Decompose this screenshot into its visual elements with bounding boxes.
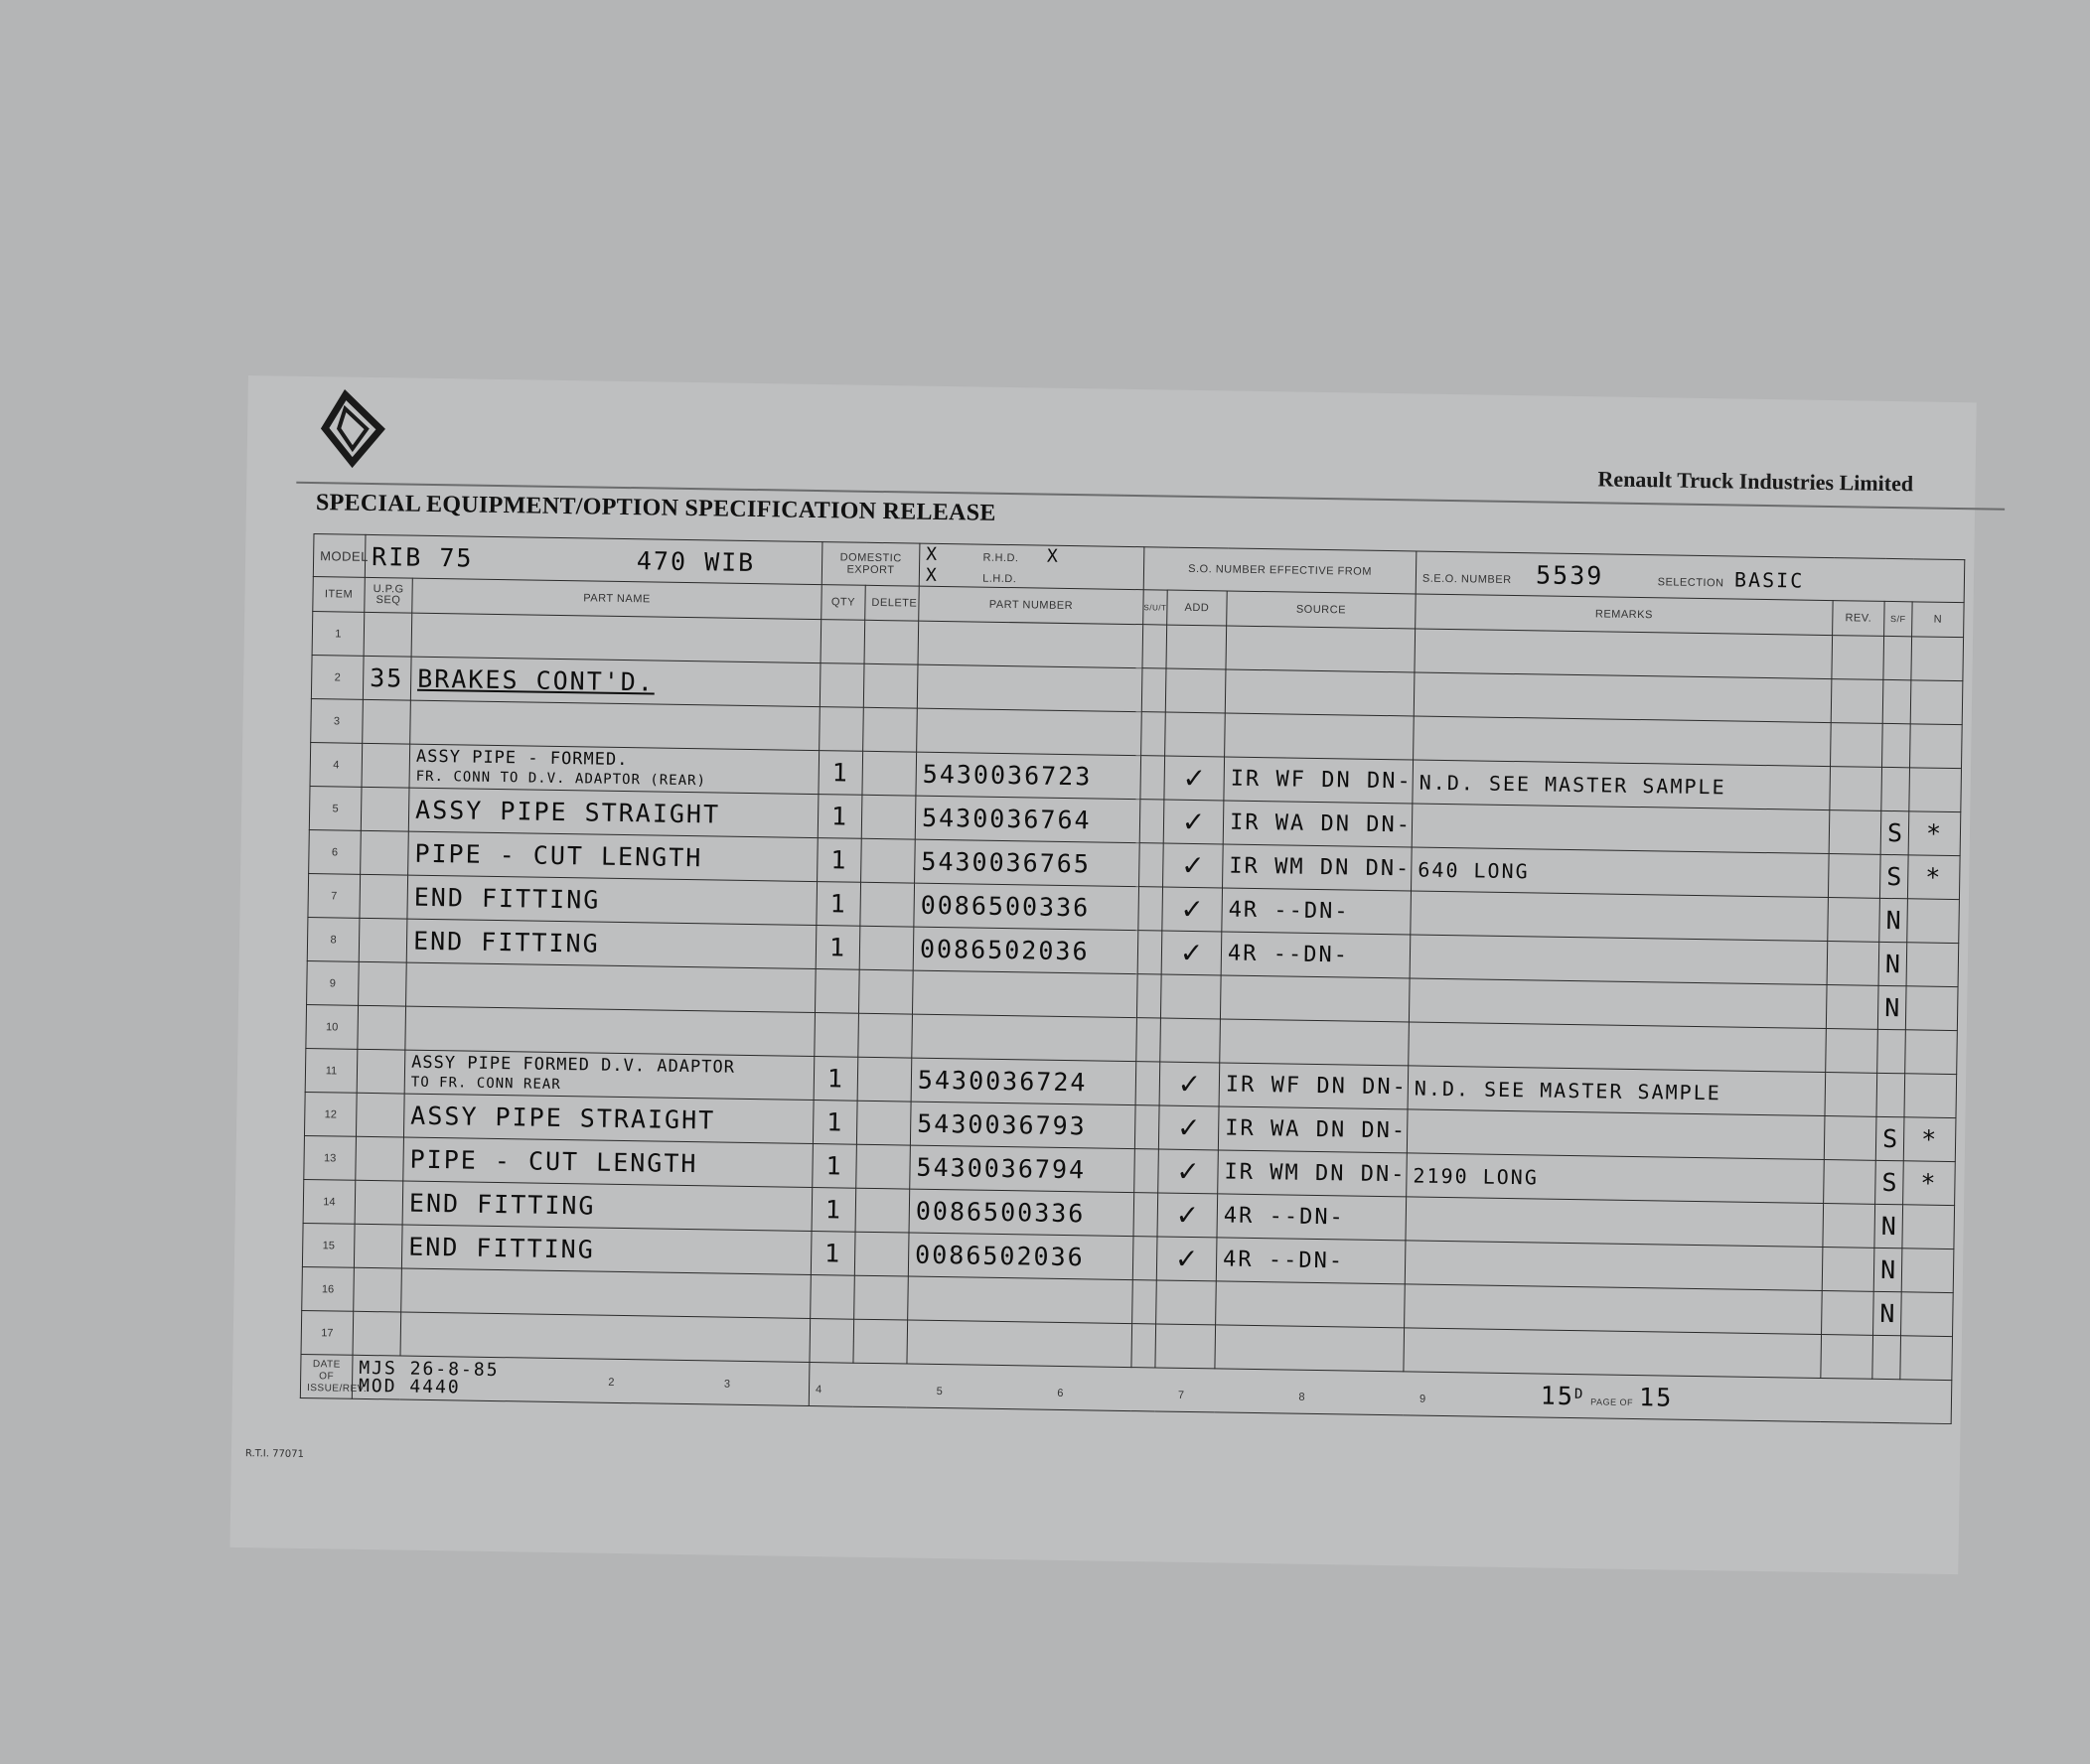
- sut-cell: [1137, 931, 1162, 974]
- part-number-cell: [907, 1320, 1132, 1368]
- sf-code-cell: S: [1880, 810, 1909, 854]
- part-name-cell: [406, 962, 817, 1012]
- item-number-cell: 6: [309, 830, 362, 875]
- delete-cell: [857, 1057, 912, 1102]
- item-number-cell: 10: [306, 1004, 359, 1049]
- qty-cell: [821, 620, 865, 664]
- so-number-label: S.O. NUMBER EFFECTIVE FROM: [1143, 547, 1417, 594]
- qty-cell: [820, 707, 864, 752]
- rev-cell: [1829, 810, 1881, 855]
- seo-label: S.E.O. NUMBER: [1421, 572, 1512, 586]
- item-number-cell: 9: [307, 961, 360, 1006]
- part-name-cell: [403, 1094, 814, 1143]
- sut-cell: [1132, 1237, 1157, 1280]
- sf-code-cell: [1877, 1029, 1906, 1073]
- upg-seq-cell: [364, 612, 412, 657]
- rev-cell: [1827, 942, 1879, 986]
- item-number-cell: 14: [303, 1179, 356, 1224]
- qty-cell: 1: [814, 1057, 858, 1102]
- source-cell: [1225, 669, 1415, 716]
- star-cell: [1904, 1074, 1957, 1118]
- sut-cell: [1139, 843, 1164, 887]
- source-cell: [1225, 713, 1415, 760]
- part-name-cell: [409, 744, 820, 794]
- part-name-cell: [410, 657, 821, 706]
- item-number-cell: 16: [302, 1266, 355, 1311]
- part-number-cell: 5430036724: [911, 1058, 1136, 1105]
- issue-1-date: MJS 26-8-85: [359, 1357, 500, 1381]
- add-check-cell: ✓: [1157, 1193, 1218, 1238]
- part-number-cell: 5430036793: [910, 1102, 1135, 1149]
- sf-code-cell: N: [1874, 1204, 1903, 1248]
- qty-cell: 1: [819, 751, 863, 796]
- source-cell: IR WF DN DN-: [1219, 1063, 1409, 1109]
- part-name-cell: [400, 1312, 811, 1362]
- delete-cell: [861, 838, 916, 883]
- upg-seq-cell: [356, 1136, 404, 1181]
- item-number-cell: 7: [308, 874, 361, 919]
- sut-cell: [1138, 887, 1163, 931]
- source-cell: IR WF DN DN-: [1224, 757, 1414, 804]
- selection-label: SELECTION: [1657, 575, 1724, 589]
- remarks-cell: [1414, 672, 1832, 723]
- rev-cell: [1825, 1073, 1877, 1117]
- issue-slot-number: 8: [1298, 1391, 1306, 1403]
- add-check-cell: ✓: [1163, 843, 1224, 888]
- source-cell: [1220, 1019, 1410, 1066]
- qty-cell: 1: [818, 795, 862, 839]
- item-number-cell: 11: [305, 1048, 358, 1093]
- part-name-text: ASSY PIPE STRAIGHT: [414, 795, 721, 829]
- delete-cell: [855, 1188, 910, 1233]
- star-cell: *: [1907, 855, 1960, 900]
- source-cell: IR WA DN DN-: [1223, 801, 1413, 847]
- item-number-cell: 1: [312, 612, 365, 657]
- form-reference: R.T.I. 77071: [244, 1448, 305, 1461]
- upg-seq-cell: [356, 1093, 404, 1137]
- part-name-cell: [407, 875, 818, 925]
- part-name-line: ASSY PIPE FORMED D.V. ADAPTOR: [411, 1052, 736, 1078]
- star-cell: [1902, 1205, 1955, 1250]
- col-qty: QTY: [821, 585, 866, 621]
- col-add: ADD: [1167, 590, 1228, 626]
- page-of-label: PAGE OF: [1590, 1396, 1634, 1408]
- rev-cell: [1821, 1334, 1873, 1379]
- item-number-cell: 3: [311, 699, 364, 744]
- add-check-cell: ✓: [1161, 931, 1222, 975]
- qty-cell: 1: [817, 882, 861, 927]
- star-cell: [1907, 899, 1960, 944]
- rev-cell: [1831, 723, 1883, 768]
- sf-code-cell: S: [1875, 1160, 1904, 1204]
- star-cell: *: [1903, 1161, 1956, 1206]
- rhd-mark: X: [1046, 545, 1060, 567]
- issue-slot-number: 4: [815, 1384, 822, 1396]
- part-name-text: END FITTING: [408, 1188, 596, 1221]
- sf-code-cell: [1881, 767, 1910, 810]
- lhd-label: L.H.D.: [982, 572, 1017, 586]
- sf-code-cell: N: [1873, 1291, 1902, 1335]
- document-sheet: [229, 375, 1976, 1574]
- source-cell: [1216, 1281, 1406, 1328]
- part-number-cell: [912, 970, 1137, 1018]
- delete-cell: [853, 1319, 908, 1364]
- sf-code-cell: N: [1879, 898, 1908, 942]
- add-check-cell: [1156, 1280, 1217, 1325]
- spec-table: [300, 533, 1966, 1424]
- seo-number: 5539: [1535, 559, 1604, 590]
- issue-slot-number: 2: [608, 1377, 616, 1390]
- star-cell: [1906, 943, 1959, 987]
- qty-cell: 1: [816, 926, 860, 970]
- upg-seq-cell: 35: [363, 656, 411, 700]
- upg-seq-cell: [353, 1311, 401, 1356]
- delete-cell: [860, 882, 915, 927]
- delete-cell: [863, 707, 918, 752]
- part-name-cell: [401, 1268, 812, 1318]
- part-name-cell: [402, 1181, 813, 1231]
- part-number-cell: 0086502036: [908, 1233, 1133, 1280]
- delete-cell: [856, 1144, 911, 1189]
- part-name-cell: [410, 700, 821, 750]
- delete-cell: [859, 926, 914, 970]
- vehicle-option-cell: [919, 543, 1144, 590]
- part-name-cell: [411, 613, 821, 662]
- col-delete: DELETE: [865, 585, 920, 621]
- export-label: EXPORT: [846, 563, 895, 577]
- sf-code-cell: [1872, 1335, 1901, 1379]
- add-check-cell: ✓: [1158, 1105, 1219, 1150]
- part-name-line-2: FR. CONN TO D.V. ADAPTOR (REAR): [415, 768, 707, 789]
- sut-cell: [1136, 974, 1161, 1018]
- part-name-line-2: TO FR. CONN REAR: [410, 1074, 561, 1093]
- upg-seq-cell: [357, 1049, 405, 1094]
- page-total: 15: [1638, 1383, 1674, 1412]
- issue-slot-number: 3: [723, 1378, 731, 1392]
- remarks-cell: 2190 LONG: [1407, 1153, 1825, 1204]
- remarks-cell: [1414, 716, 1832, 767]
- rev-cell: [1826, 985, 1878, 1030]
- part-name-text: BRAKES CONT'D.: [416, 663, 656, 697]
- delete-cell: [854, 1232, 909, 1276]
- part-number-cell: [912, 1014, 1137, 1062]
- part-number-cell: [918, 621, 1143, 668]
- col-part-name: PART NAME: [412, 578, 821, 619]
- sut-cell: [1135, 1062, 1160, 1105]
- upg-seq-cell: [355, 1180, 403, 1225]
- page-number: 15: [1540, 1381, 1575, 1411]
- remarks-cell: [1409, 1022, 1827, 1073]
- part-number-cell: 5430036764: [915, 796, 1140, 843]
- upg-seq-cell: [361, 830, 409, 875]
- item-number-cell: 2: [311, 656, 364, 700]
- part-name-cell: [405, 1006, 816, 1056]
- source-cell: [1220, 975, 1410, 1022]
- part-name-text: ASSY PIPE STRAIGHT: [410, 1101, 716, 1135]
- star-cell: [1905, 1030, 1958, 1075]
- rhd-label: R.H.D.: [982, 551, 1019, 565]
- upg-seq-cell: [358, 1005, 406, 1050]
- upg-seq-cell: [363, 699, 411, 744]
- source-cell: 4R --DN-: [1217, 1194, 1407, 1241]
- sut-cell: [1133, 1193, 1158, 1237]
- remarks-cell: N.D. SEE MASTER SAMPLE: [1408, 1066, 1826, 1116]
- source-cell: 4R --DN-: [1221, 932, 1411, 978]
- issue-1-mod: MOD 4440: [358, 1375, 461, 1397]
- remarks-cell: [1411, 891, 1829, 942]
- item-number-cell: 15: [302, 1223, 355, 1267]
- remarks-cell: [1405, 1241, 1823, 1291]
- sf-code-cell: [1883, 636, 1912, 679]
- part-name-cell: [406, 919, 817, 968]
- remarks-cell: [1412, 804, 1830, 854]
- star-cell: [1900, 1336, 1953, 1381]
- domestic-export-cell: [821, 542, 920, 587]
- part-number-cell: [917, 708, 1142, 756]
- item-number-cell: 13: [304, 1135, 357, 1180]
- delete-cell: [858, 1013, 913, 1058]
- rev-cell: [1830, 767, 1882, 811]
- sut-cell: [1140, 756, 1165, 800]
- part-name-cell: [401, 1225, 812, 1274]
- col-part-number: PART NUMBER: [919, 586, 1144, 625]
- issue-slot-number: 6: [1057, 1387, 1064, 1400]
- source-cell: 4R --DN-: [1222, 888, 1412, 935]
- upg-seq-cell: [361, 787, 409, 831]
- qty-cell: 1: [812, 1188, 856, 1233]
- part-name-text: END FITTING: [413, 882, 601, 915]
- star-cell: [1905, 986, 1958, 1031]
- sut-cell: [1139, 800, 1164, 843]
- add-check-cell: [1166, 625, 1227, 669]
- remarks-cell: [1415, 629, 1833, 679]
- sut-cell: [1141, 712, 1166, 756]
- sut-cell: [1131, 1324, 1156, 1368]
- sut-cell: [1134, 1105, 1159, 1149]
- rev-cell: [1823, 1204, 1875, 1249]
- issue-slot-number: 9: [1418, 1393, 1426, 1405]
- add-check-cell: ✓: [1164, 756, 1225, 801]
- delete-cell: [854, 1275, 909, 1320]
- add-check-cell: [1160, 974, 1221, 1019]
- domestic-mark: X: [926, 543, 940, 565]
- rev-cell: [1822, 1248, 1874, 1292]
- company-name: Renault Truck Industries Limited: [1597, 466, 1914, 497]
- upg-seq-cell: [354, 1267, 402, 1312]
- sf-code-cell: N: [1878, 942, 1907, 985]
- upg-seq-cell: [359, 918, 407, 962]
- part-name-text: PIPE - CUT LENGTH: [409, 1144, 698, 1179]
- star-cell: *: [1908, 811, 1961, 856]
- col-sf: S/F: [1884, 601, 1913, 636]
- wib-value: 470 WIB: [636, 545, 756, 577]
- source-cell: [1226, 626, 1416, 672]
- rev-cell: [1831, 679, 1883, 724]
- sf-code-cell: S: [1879, 854, 1908, 898]
- remarks-cell: N.D. SEE MASTER SAMPLE: [1413, 760, 1831, 810]
- star-cell: *: [1903, 1117, 1956, 1162]
- qty-cell: 1: [811, 1232, 855, 1276]
- sf-code-cell: [1882, 723, 1911, 767]
- col-source: SOURCE: [1227, 591, 1417, 629]
- item-number-cell: 4: [310, 743, 363, 788]
- part-number-cell: [908, 1276, 1133, 1324]
- remarks-cell: [1405, 1284, 1823, 1335]
- part-number-cell: 5430036723: [916, 752, 1141, 800]
- upg-seq-cell: [360, 874, 408, 919]
- model-label: MODEL: [313, 534, 366, 578]
- qty-cell: [815, 1013, 859, 1058]
- add-check-cell: ✓: [1159, 1062, 1220, 1106]
- sut-cell: [1134, 1149, 1159, 1193]
- source-cell: IR WM DN DN-: [1218, 1150, 1408, 1197]
- source-cell: IR WA DN DN-: [1218, 1106, 1408, 1153]
- page-suffix: D: [1573, 1386, 1585, 1402]
- star-cell: [1909, 768, 1962, 812]
- source-cell: [1215, 1325, 1405, 1372]
- delete-cell: [856, 1101, 911, 1145]
- add-check-cell: [1165, 668, 1226, 713]
- part-number-cell: 0086500336: [914, 883, 1139, 931]
- part-number-cell: 0086500336: [909, 1189, 1134, 1237]
- add-check-cell: ✓: [1163, 800, 1224, 844]
- part-name-cell: [403, 1137, 814, 1187]
- delete-cell: [863, 663, 918, 708]
- sut-cell: [1132, 1280, 1157, 1324]
- qty-cell: 1: [818, 838, 862, 883]
- qty-cell: [810, 1319, 854, 1364]
- remarks-cell: [1406, 1197, 1824, 1248]
- add-check-cell: [1160, 1018, 1221, 1063]
- model-cell: [365, 534, 822, 584]
- add-check-cell: ✓: [1156, 1237, 1217, 1281]
- upg-seq-cell: [359, 961, 407, 1006]
- sf-code-cell: [1876, 1073, 1905, 1116]
- rev-cell: [1824, 1116, 1876, 1161]
- delete-cell: [862, 751, 917, 796]
- date-of-issue-label: DATE OF ISSUE/REV.: [300, 1354, 353, 1398]
- rev-cell: [1832, 636, 1884, 680]
- remarks-cell: [1410, 935, 1828, 985]
- star-cell: [1910, 724, 1963, 769]
- part-name-line: ASSY PIPE - FORMED.: [415, 746, 629, 770]
- star-cell: [1910, 680, 1963, 725]
- sf-code-cell: N: [1873, 1248, 1902, 1291]
- part-number-cell: 0086502036: [913, 927, 1138, 974]
- issue-slots-cell: [352, 1355, 810, 1405]
- star-cell: [1901, 1249, 1954, 1293]
- delete-cell: [864, 620, 919, 664]
- add-check-cell: ✓: [1158, 1149, 1219, 1194]
- sf-code-cell: [1882, 679, 1911, 723]
- col-rev: REV.: [1833, 601, 1885, 637]
- renault-diamond-logo: [323, 392, 383, 465]
- qty-cell: 1: [813, 1101, 857, 1145]
- star-cell: [1901, 1292, 1954, 1337]
- rev-cell: [1822, 1290, 1874, 1335]
- issue-slot-number: 7: [1177, 1389, 1185, 1401]
- remarks-cell: [1409, 978, 1827, 1029]
- form-title: SPECIAL EQUIPMENT/OPTION SPECIFICATION RELEASE: [315, 490, 996, 526]
- part-number-cell: 5430036765: [915, 839, 1140, 887]
- col-item: ITEM: [313, 577, 366, 613]
- delete-cell: [858, 969, 913, 1014]
- add-check-cell: ✓: [1162, 887, 1223, 932]
- item-number-cell: 5: [309, 787, 362, 831]
- sut-cell: [1141, 668, 1166, 712]
- model-value: RIB 75: [371, 541, 474, 573]
- part-name-text: END FITTING: [408, 1232, 596, 1264]
- part-name-text: PIPE - CUT LENGTH: [414, 838, 703, 873]
- qty-cell: [815, 969, 859, 1014]
- export-mark: X: [925, 564, 939, 586]
- part-number-cell: 5430036794: [910, 1145, 1135, 1193]
- part-name-cell: [408, 788, 819, 837]
- col-remarks: REMARKS: [1416, 594, 1833, 636]
- item-number-cell: 8: [307, 918, 360, 962]
- upg-seq-cell: [354, 1224, 402, 1268]
- delete-cell: [861, 795, 916, 839]
- qty-cell: [811, 1275, 855, 1320]
- star-cell: [1911, 637, 1964, 681]
- selection-value: BASIC: [1733, 567, 1805, 593]
- domestic-label: DOMESTIC: [839, 551, 902, 565]
- remarks-cell: [1404, 1328, 1822, 1379]
- add-check-cell: [1155, 1324, 1216, 1369]
- part-name-cell: [404, 1050, 815, 1100]
- part-number-cell: [917, 664, 1142, 712]
- col-upg: U.P.G SEQ: [365, 577, 413, 613]
- issue-1-entry: [359, 1359, 500, 1396]
- qty-cell: [820, 663, 864, 708]
- sut-cell: [1136, 1018, 1161, 1062]
- upg-seq-cell: [362, 743, 410, 788]
- part-name-text: END FITTING: [412, 926, 600, 958]
- issue-slot-number: 5: [936, 1386, 944, 1398]
- rev-cell: [1826, 1029, 1878, 1074]
- item-number-cell: 17: [301, 1310, 354, 1355]
- rev-cell: [1824, 1160, 1876, 1205]
- col-sut: S/U/T: [1143, 590, 1168, 625]
- remarks-cell: 640 LONG: [1412, 847, 1830, 898]
- rev-cell: [1828, 898, 1880, 943]
- item-number-cell: 12: [304, 1092, 357, 1136]
- add-check-cell: [1165, 712, 1226, 757]
- sf-code-cell: N: [1877, 985, 1906, 1029]
- col-extra: N: [1912, 602, 1965, 638]
- qty-cell: 1: [813, 1144, 857, 1189]
- source-cell: IR WM DN DN-: [1223, 844, 1413, 891]
- rev-cell: [1828, 854, 1880, 899]
- source-cell: 4R --DN-: [1216, 1238, 1406, 1284]
- part-name-cell: [408, 831, 819, 881]
- sut-cell: [1142, 625, 1167, 668]
- remarks-cell: [1407, 1109, 1825, 1160]
- sf-code-cell: S: [1875, 1116, 1904, 1160]
